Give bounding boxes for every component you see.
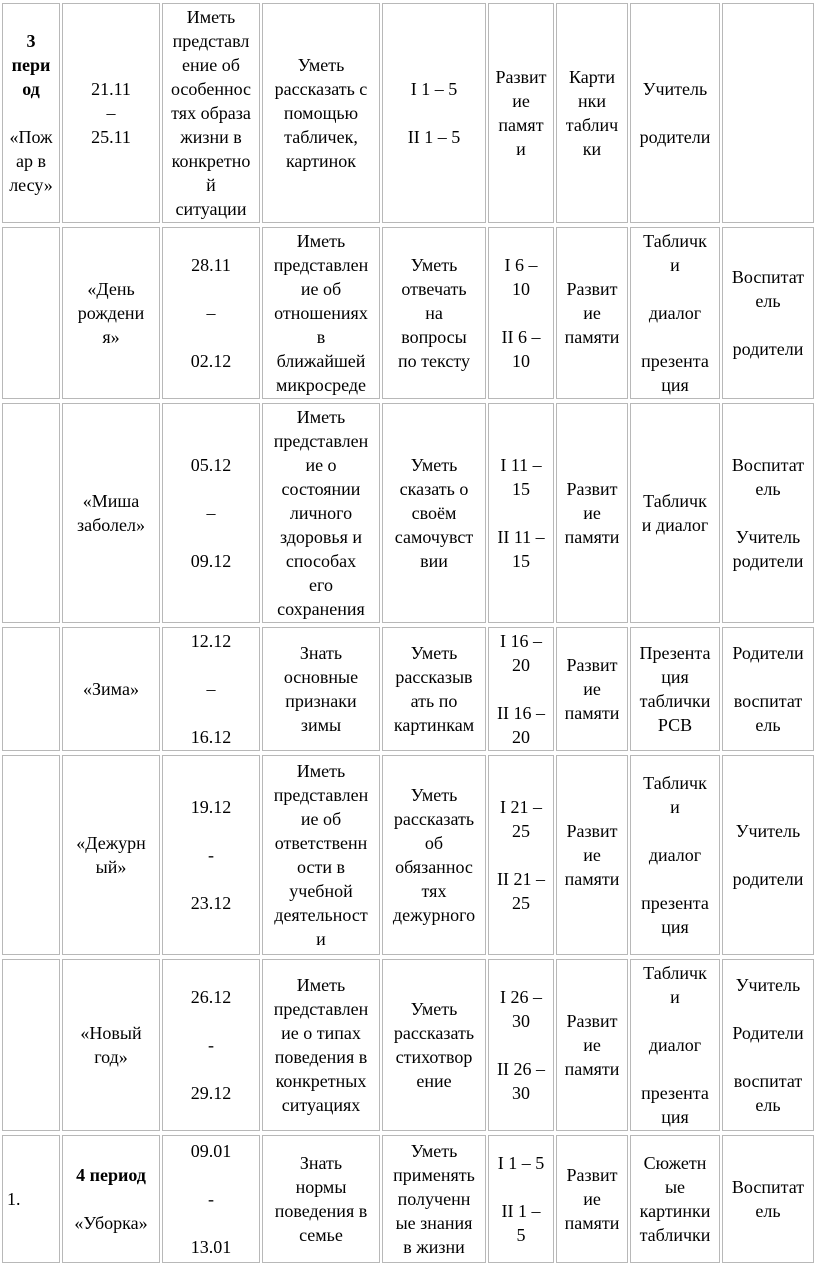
cell-line: – xyxy=(106,103,116,123)
cell-line: ель xyxy=(755,479,781,499)
cell-line: - xyxy=(208,1189,214,1209)
cell-line: об xyxy=(424,833,444,853)
cell-line: картинки xyxy=(639,1201,711,1221)
cell-skill xyxy=(382,959,486,1131)
cell-line: представл xyxy=(172,31,250,51)
cell-number xyxy=(2,227,60,399)
cell-development xyxy=(556,1135,628,1263)
cell-line: 21.11 xyxy=(91,79,131,99)
cell-dates xyxy=(162,227,260,399)
cell-line: 10 xyxy=(512,351,530,371)
cell-goal xyxy=(262,755,380,955)
cell-line: Табличк xyxy=(643,491,707,511)
cell-line: памяти xyxy=(564,869,620,889)
cell-line: ель xyxy=(755,1201,781,1221)
cell-line: памяти xyxy=(564,1213,620,1233)
cell-line: заболел» xyxy=(77,515,145,535)
cell-line: ие xyxy=(583,303,601,323)
cell-topic xyxy=(62,959,160,1131)
cell-line: Сюжетн xyxy=(643,1153,707,1173)
cell-line: вопросы xyxy=(401,327,467,347)
cell-line: «Новый xyxy=(80,1023,142,1043)
cell-line: – xyxy=(206,303,216,323)
cell-skill xyxy=(382,627,486,751)
cell-line: 20 xyxy=(512,727,530,747)
cell-line: состоянии xyxy=(281,479,361,499)
cell-line: Знать xyxy=(299,643,343,663)
cell-line: учебной xyxy=(289,881,353,901)
cell-line: табличек, xyxy=(284,127,358,147)
cell-line: ция xyxy=(661,375,689,395)
cell-line: - xyxy=(208,845,214,865)
cell-line: поведения в xyxy=(274,1201,368,1221)
cell-line: 20 xyxy=(512,655,530,675)
cell-participants xyxy=(722,755,814,955)
cell-line: представлен xyxy=(273,431,369,451)
cell-line: представлен xyxy=(273,255,369,275)
cell-line: ие xyxy=(583,1035,601,1055)
cell-line: 16.12 xyxy=(190,727,232,747)
cell-line: 15 xyxy=(512,551,530,571)
cell-line: родители xyxy=(732,869,804,889)
cell-materials xyxy=(630,403,720,623)
cell-development xyxy=(556,959,628,1131)
cell-line: I 11 – xyxy=(500,455,542,475)
cell-line: II 1 – xyxy=(501,1201,541,1221)
cell-line: Уметь xyxy=(410,999,458,1019)
cell-participants xyxy=(722,3,814,223)
cell-line: ответственн xyxy=(274,833,368,853)
cell-line: 3 xyxy=(26,31,36,51)
cell-line: - xyxy=(208,1035,214,1055)
cell-line: 19.12 xyxy=(190,797,232,817)
cell-line: II 26 – xyxy=(497,1059,545,1079)
cell-line: Развит xyxy=(566,479,618,499)
cell-line: конкретных xyxy=(275,1071,367,1091)
cell-goal xyxy=(262,227,380,399)
cell-line: дежурного xyxy=(392,905,476,925)
cell-line: самочувст xyxy=(394,527,474,547)
cell-line: отвечать xyxy=(401,279,467,299)
cell-line: в жизни xyxy=(403,1237,465,1257)
cell-topic xyxy=(62,227,160,399)
cell-line: пери xyxy=(11,55,51,75)
cell-line: ель xyxy=(755,1095,781,1115)
cell-line: «Пож xyxy=(9,127,53,147)
cell-line: 10 xyxy=(512,279,530,299)
cell-line: Презента xyxy=(639,643,711,663)
cell-development xyxy=(556,227,628,399)
cell-line: Уметь xyxy=(297,55,345,75)
cell-line: зимы xyxy=(300,715,342,735)
cell-line: таблич xyxy=(565,115,619,135)
cell-line: тях xyxy=(421,881,447,901)
cell-line: ый» xyxy=(95,857,127,877)
cell-line: применять xyxy=(393,1165,475,1185)
cell-line: стихотвор xyxy=(395,1047,473,1067)
cell-line: деятельност xyxy=(274,905,368,925)
cell-line: презента xyxy=(641,893,709,913)
cell-line: 29.12 xyxy=(190,1083,232,1103)
cell-line: Иметь xyxy=(296,975,346,995)
cell-line: II 11 – xyxy=(497,527,545,547)
cell-line: рождени xyxy=(77,303,145,323)
cell-development xyxy=(556,3,628,223)
cell-line: ие об xyxy=(300,809,342,829)
cell-line: помощью xyxy=(283,103,359,123)
cell-line: и xyxy=(670,797,680,817)
cell-line: полученн xyxy=(397,1189,471,1209)
cell-skill xyxy=(382,755,486,955)
cell-line: Развит xyxy=(566,1165,618,1185)
cell-line: ция xyxy=(661,1107,689,1127)
cell-line: диалог xyxy=(648,303,702,323)
cell-line: тях образа xyxy=(171,103,251,123)
cell-line: рассказать xyxy=(393,1023,475,1043)
cell-lessons xyxy=(488,227,554,399)
cell-line: ие xyxy=(583,845,601,865)
cell-topic xyxy=(62,3,160,223)
cell-line: ие о типах xyxy=(281,1023,361,1043)
cell-participants xyxy=(722,403,814,623)
cell-development xyxy=(556,755,628,955)
cell-dates xyxy=(162,3,260,223)
cell-line: 12.12 xyxy=(190,631,232,651)
cell-line: Уметь xyxy=(410,455,458,475)
cell-line: основные xyxy=(283,667,359,687)
cell-skill xyxy=(382,403,486,623)
cell-line: представлен xyxy=(273,785,369,805)
cell-line: диалог xyxy=(648,845,702,865)
cell-line: 26.12 xyxy=(190,987,232,1007)
cell-number xyxy=(2,755,60,955)
cell-line: рассказать xyxy=(393,809,475,829)
cell-line: 25.11 xyxy=(91,127,131,147)
cell-lessons xyxy=(488,755,554,955)
cell-line: воспитат xyxy=(733,691,803,711)
cell-line: поведения в xyxy=(274,1047,368,1067)
cell-line: 05.12 xyxy=(190,455,232,475)
cell-line: нормы xyxy=(295,1177,347,1197)
cell-line: конкретно xyxy=(171,151,251,171)
cell-skill xyxy=(382,227,486,399)
cell-line: нки xyxy=(577,91,606,111)
cell-dates xyxy=(162,959,260,1131)
cell-line: II 16 – xyxy=(497,703,545,723)
cell-line: «Дежурн xyxy=(76,833,146,853)
cell-line: ие о xyxy=(305,455,337,475)
cell-line: таблички xyxy=(639,1225,711,1245)
cell-lessons xyxy=(488,403,554,623)
cell-line: родители xyxy=(732,339,804,359)
cell-participants xyxy=(722,227,814,399)
cell-line: Воспитат xyxy=(731,1177,805,1197)
cell-line: вии xyxy=(420,551,448,571)
cell-line: ости в xyxy=(297,857,345,877)
cell-line: Табличк xyxy=(643,963,707,983)
cell-line: обязаннос xyxy=(395,857,473,877)
cell-line: II 6 – xyxy=(501,327,541,347)
cell-line: способах xyxy=(285,551,357,571)
cell-line: «День xyxy=(87,279,135,299)
cell-line: ение xyxy=(416,1071,452,1091)
cell-line: Иметь xyxy=(296,761,346,781)
cell-line: «Зима» xyxy=(83,679,139,699)
cell-line: и xyxy=(670,255,680,275)
cell-line: и xyxy=(670,987,680,1007)
cell-dates xyxy=(162,403,260,623)
cell-line: й xyxy=(206,175,216,195)
cell-dates xyxy=(162,627,260,751)
cell-line: 15 xyxy=(512,479,530,499)
cell-line: особеннос xyxy=(170,79,252,99)
cell-goal xyxy=(262,3,380,223)
cell-line: «Уборка» xyxy=(74,1213,148,1233)
cell-line: I 26 – xyxy=(500,987,542,1007)
cell-line: I 21 – xyxy=(500,797,542,817)
cell-line: Знать xyxy=(299,1153,343,1173)
cell-line: Иметь xyxy=(186,7,236,27)
cell-line: жизни в xyxy=(180,127,242,147)
cell-line: 30 xyxy=(512,1011,530,1031)
cell-line: I 16 – xyxy=(500,631,542,651)
cell-line: презента xyxy=(641,1083,709,1103)
cell-line: личного xyxy=(289,503,353,523)
cell-line: картинкам xyxy=(393,715,475,735)
cell-line: ие xyxy=(583,503,601,523)
cell-line: 13.01 xyxy=(190,1237,232,1257)
cell-line: памят xyxy=(498,115,544,135)
cell-line: ар в xyxy=(16,151,46,171)
cell-line: ие xyxy=(583,1189,601,1209)
cell-line: Родители xyxy=(732,1023,804,1043)
cell-line: I 1 – 5 xyxy=(497,1153,545,1173)
cell-line: 28.11 xyxy=(191,255,231,275)
cell-line: в xyxy=(316,327,326,347)
cell-line: Развит xyxy=(566,821,618,841)
cell-development xyxy=(556,403,628,623)
cell-topic xyxy=(62,403,160,623)
cell-line: ие xyxy=(512,91,530,111)
cell-materials xyxy=(630,627,720,751)
cell-line: памяти xyxy=(564,1059,620,1079)
cell-line: я» xyxy=(102,327,120,347)
cell-line: Развит xyxy=(566,279,618,299)
cell-number xyxy=(2,627,60,751)
cell-skill xyxy=(382,1135,486,1263)
cell-line: памяти xyxy=(564,527,620,547)
cell-line: сохранения xyxy=(277,599,365,619)
cell-line: микросреде xyxy=(275,375,367,395)
cell-line: Учитель xyxy=(735,975,801,995)
cell-materials xyxy=(630,3,720,223)
cell-goal xyxy=(262,403,380,623)
cell-line: родители xyxy=(639,127,711,147)
cell-materials xyxy=(630,755,720,955)
cell-line: и диалог xyxy=(641,515,709,535)
cell-materials xyxy=(630,227,720,399)
cell-line: ие об xyxy=(300,279,342,299)
cell-line: ситуациях xyxy=(281,1095,361,1115)
cell-goal xyxy=(262,1135,380,1263)
cell-line: 30 xyxy=(512,1083,530,1103)
cell-number xyxy=(2,3,60,223)
cell-line: ция xyxy=(661,667,689,687)
cell-line: Уметь xyxy=(410,643,458,663)
cell-line: памяти xyxy=(564,327,620,347)
cell-line: сказать о xyxy=(399,479,469,499)
cell-line: Учитель xyxy=(735,527,801,547)
cell-line: год» xyxy=(94,1047,128,1067)
cell-line: отношениях xyxy=(274,303,368,323)
cell-text: 1. xyxy=(7,1189,21,1209)
cell-line: I 1 – 5 xyxy=(410,79,458,99)
cell-line: ель xyxy=(755,715,781,735)
cell-line: семье xyxy=(299,1225,343,1245)
cell-line: памяти xyxy=(564,703,620,723)
cell-line: Табличк xyxy=(643,773,707,793)
cell-line: Уметь xyxy=(410,1141,458,1161)
cell-line: родители xyxy=(732,551,804,571)
cell-lessons xyxy=(488,627,554,751)
cell-line: на xyxy=(425,303,443,323)
cell-line: Иметь xyxy=(296,407,346,427)
cell-line: своём xyxy=(411,503,457,523)
cell-materials xyxy=(630,959,720,1131)
cell-line: РСВ xyxy=(657,715,693,735)
cell-dates xyxy=(162,1135,260,1263)
cell-development xyxy=(556,627,628,751)
cell-number xyxy=(2,403,60,623)
cell-line: 09.01 xyxy=(190,1141,232,1161)
cell-line: – xyxy=(206,503,216,523)
cell-line: 4 период xyxy=(76,1165,146,1185)
cell-line: Воспитат xyxy=(731,267,805,287)
cell-line: «Миша xyxy=(82,491,140,511)
cell-line: 02.12 xyxy=(190,351,232,371)
cell-line: ель xyxy=(755,291,781,311)
cell-line: ые xyxy=(664,1177,686,1197)
cell-line: Развит xyxy=(566,1011,618,1031)
cell-line: Родители xyxy=(732,643,804,663)
cell-materials xyxy=(630,1135,720,1263)
cell-line: од xyxy=(22,79,40,99)
cell-line: воспитат xyxy=(733,1071,803,1091)
cell-line: ые знания xyxy=(395,1213,473,1233)
cell-lessons xyxy=(488,3,554,223)
cell-line: ближайшей xyxy=(276,351,366,371)
cell-line: II 21 – xyxy=(497,869,545,889)
cell-line: рассказыв xyxy=(395,667,473,687)
cell-participants xyxy=(722,627,814,751)
cell-line: Учитель xyxy=(642,79,708,99)
cell-line: рассказать с xyxy=(274,79,368,99)
cell-line: Развит xyxy=(566,655,618,675)
cell-line: признаки xyxy=(285,691,357,711)
cell-topic xyxy=(62,1135,160,1263)
cell-line: 09.12 xyxy=(190,551,232,571)
cell-line: презента xyxy=(641,351,709,371)
cell-line: диалог xyxy=(648,1035,702,1055)
cell-topic xyxy=(62,627,160,751)
cell-line: 25 xyxy=(512,821,530,841)
cell-topic xyxy=(62,755,160,955)
cell-goal xyxy=(262,959,380,1131)
cell-participants xyxy=(722,1135,814,1263)
cell-line: 25 xyxy=(512,893,530,913)
cell-line: Табличк xyxy=(643,231,707,251)
cell-line: ие xyxy=(583,679,601,699)
cell-line: – xyxy=(206,679,216,699)
cell-line: ция xyxy=(661,917,689,937)
cell-line: Развит xyxy=(495,67,547,87)
cell-line: 5 xyxy=(516,1225,526,1245)
cell-line: и xyxy=(516,139,526,159)
cell-skill xyxy=(382,3,486,223)
cell-line: ситуации xyxy=(175,199,247,219)
cell-line: Иметь xyxy=(296,231,346,251)
cell-line: таблички xyxy=(639,691,711,711)
cell-number xyxy=(2,959,60,1131)
cell-line: представлен xyxy=(273,999,369,1019)
cell-line: здоровья и xyxy=(279,527,363,547)
cell-line: Карти xyxy=(568,67,616,87)
cell-line: ки xyxy=(582,139,602,159)
cell-line: I 6 – xyxy=(504,255,538,275)
cell-number xyxy=(2,1135,60,1263)
cell-line: Учитель xyxy=(735,821,801,841)
cell-line: его xyxy=(309,575,333,595)
cell-line: II 1 – 5 xyxy=(407,127,461,147)
cell-lessons xyxy=(488,1135,554,1263)
cell-line: картинок xyxy=(285,151,357,171)
cell-line: и xyxy=(316,929,326,949)
cell-participants xyxy=(722,959,814,1131)
cell-line: ать по xyxy=(410,691,458,711)
cell-line: по тексту xyxy=(398,351,470,371)
cell-line: Уметь xyxy=(410,785,458,805)
cell-lessons xyxy=(488,959,554,1131)
cell-line: ение об xyxy=(182,55,240,75)
cell-goal xyxy=(262,627,380,751)
cell-line: 23.12 xyxy=(190,893,232,913)
cell-line: Воспитат xyxy=(731,455,805,475)
cell-dates xyxy=(162,755,260,955)
cell-line: лесу» xyxy=(9,175,53,195)
cell-line: Уметь xyxy=(410,255,458,275)
